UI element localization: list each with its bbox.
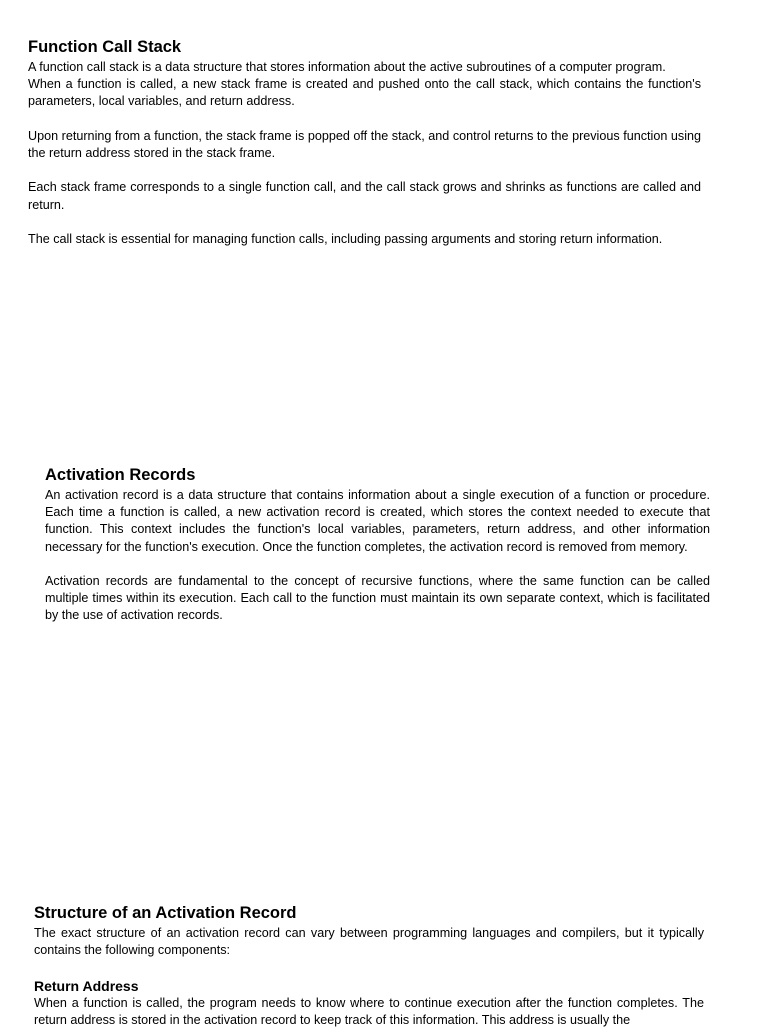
section-function-call-stack: [28, 36, 701, 248]
paragraph: An activation record is a data structure that contains information about a single execution of a function or procedure. Each time a function is called, a new activation record is created, which stores the context needed to execute that function. This context includes the function's local variables, parameters, return address, and other information necessary for the function's execution. Once the function completes, the activation record is removed from memory.: [45, 488, 710, 554]
paragraph: Upon returning from a function, the stack frame is popped off the stack, and control returns to the previous function using the return address stored in the stack frame.: [28, 128, 701, 160]
section-heading: Structure of an Activation Record: [34, 904, 297, 922]
subsection-heading: Return Address: [34, 977, 139, 994]
paragraph: When a function is called, the program needs to know where to continue execution after the function completes. The return address is stored in the activation record to keep track of this information. This address is usually the: [34, 995, 704, 1027]
paragraph: The exact structure of an activation record can vary between programming languages and compilers, but it typically contains the following components:: [34, 926, 704, 958]
paragraph: Each stack frame corresponds to a single function call, and the call stack grows and shrinks as functions are called and return.: [28, 180, 701, 212]
section-activation-records: [45, 464, 710, 625]
paragraph: When a function is called, a new stack frame is created and pushed onto the call stack, which contains the function's parameters, local variables, and return address.: [28, 77, 701, 109]
paragraph-spacer: [28, 162, 701, 179]
paragraph-spacer: [34, 959, 704, 976]
paragraph: Activation records are fundamental to the concept of recursive functions, where the same function can be called multiple times within its execution. Each call to the function must maintain its own separate context, which is facilitated by the use of activation records.: [45, 574, 710, 623]
paragraph: The call stack is essential for managing function calls, including passing arguments and storing return information.: [28, 231, 663, 246]
paragraph-spacer: [45, 556, 710, 573]
paragraph-spacer: [28, 111, 701, 128]
section-heading: Activation Records: [45, 466, 196, 484]
section-activation-record-structure: [34, 902, 704, 1029]
section-heading: Function Call Stack: [28, 38, 182, 56]
paragraph: A function call stack is a data structure that stores information about the active subroutines of a computer program.: [28, 60, 666, 74]
paragraph-spacer: [28, 214, 701, 231]
